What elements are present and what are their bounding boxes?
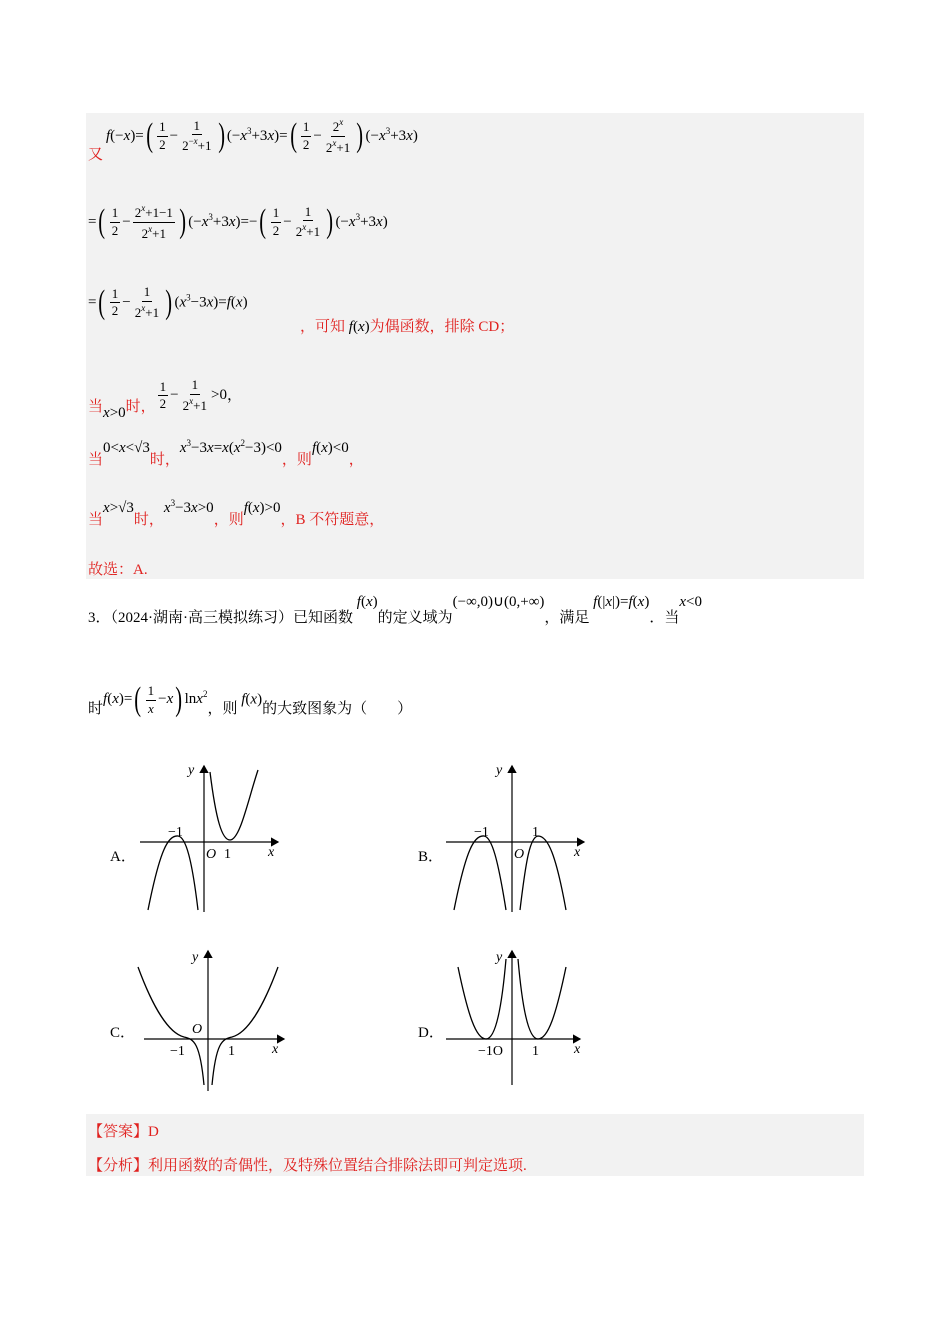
graph-a-x-label: x [268,845,275,860]
line5-mid: 时， [149,452,180,468]
graph-d-one: 1 [532,1044,539,1059]
line6-cond: x>√3 [103,500,134,516]
question-number: 3． [88,610,111,626]
q-condition: f(|x|)=f(x) [593,594,650,610]
graph-b-curve-right [520,836,566,910]
graph-b-x-label: x [574,845,581,860]
line5-cond: 0<x<√3 [103,440,150,456]
graph-d-neg1-origin: −1O [478,1044,504,1059]
analysis-label: 【分析】 [88,1158,149,1174]
question-source: （2024·湖南·高三模拟练习）已知函数 [110,610,354,626]
solution-line6 [88,496,385,528]
graph-d-curve-right [518,959,566,1039]
solution-line5 [88,436,364,468]
line6-fx: f(x)>0 [243,500,281,516]
line3-text-a: ，可知 [300,319,346,335]
question-line2 [88,683,412,717]
solution-line4 [88,377,242,422]
option-a-label[interactable]: A． [110,849,136,865]
line4-formula: $\frac{1}{2}$ − $\frac{1}{2^x+1}$ >0 [159,377,227,413]
line5-fx: f(x)<0 [311,440,349,456]
solution-line1-prefix: 又 [88,147,104,163]
line6-mid2: ，则 [213,512,244,528]
analysis-line [88,1154,527,1175]
line5-end: ， [348,452,364,468]
q-def-formula: f(x)=( $\frac{1}{x}$ −x) lnx$^2$ [103,681,208,718]
q-fx2: f(x) [241,691,263,708]
graph-b-neg1: −1 [474,825,489,840]
question-t5: ，则 [207,701,238,718]
answer-label: 【答案】 [88,1124,149,1140]
question-line1 [88,590,702,626]
graph-a-one: 1 [224,847,231,862]
graph-a-curve-left [148,836,198,910]
graph-b-curve-left [454,836,506,910]
line4-mid: 时， [125,399,156,416]
line6-mid: 时， [133,512,164,528]
question-t4: 时 [88,701,104,718]
graph-d-curve-left [458,959,506,1039]
graph-a-neg1: −1 [168,825,183,840]
graph-d-y-label: y [496,950,503,965]
graph-d[interactable] [440,945,590,1095]
option-c-label[interactable]: C． [110,1025,136,1041]
graph-b[interactable] [444,760,594,920]
line6-formula: $x^3-3x>0$ [163,498,214,516]
graph-a-origin: O [206,847,217,862]
graph-b-one: 1 [532,825,539,840]
line6-end: ，B 不符题意， [280,512,385,528]
q-fx1: f(x) [356,594,378,610]
line5-formula: $x^3-3x=x(x^2-3)<0$ [179,438,282,456]
option-b-label[interactable]: B． [418,849,444,865]
graph-d-x-label: x [574,1042,581,1057]
graph-a-y-label: y [188,763,195,778]
graph-b-y-label: y [496,763,503,778]
line3-text-b: 为偶函数，排除 CD； [369,319,515,335]
answer-value: D [148,1124,159,1140]
graph-c-origin: O [192,1022,203,1037]
solution-line2-formula: =( $\frac{1}{2}$ − $\frac{2^x+1-1}{2^x+1}$ ) $(-x^3+3x)=-$( $\frac{1}{2}$ − $\frac{1}{2^x+1}$ ) $(-x^3+3x)$ [88,203,388,241]
q-domain: (−∞,0)∪(0,+∞) [452,594,545,610]
line4-cond: x>0 [103,405,126,422]
graph-c-x-label: x [272,1042,279,1057]
line3-fx: f(x) [348,319,370,335]
line4-prefix: 当 [88,399,104,416]
graph-c-neg1: −1 [170,1044,185,1059]
graph-c[interactable] [134,945,294,1095]
solution-line3-formula: =( $\frac{1}{2}$ − $\frac{1}{2^x+1}$ ) $(x^3-3x)=f(x)$ [88,283,248,321]
q-x-neg: x<0 [679,594,702,610]
line5-prefix: 当 [88,452,104,468]
line4-end: ， [226,387,242,404]
graph-a[interactable] [138,760,288,920]
question-t1: 的定义域为 [377,610,453,626]
line5-mid2: ，则 [281,452,312,468]
solution-conclusion: 故选：A. [88,562,148,578]
question-t3: ．当 [649,610,680,626]
graph-c-one: 1 [228,1044,235,1059]
line6-prefix: 当 [88,512,104,528]
question-t2: ，满足 [544,610,590,626]
graph-a-curve-right [210,770,258,840]
graph-c-y-label: y [192,950,199,965]
question-t6: 的大致图象为（ ） [262,701,413,718]
option-d-label[interactable]: D． [418,1025,444,1041]
analysis-text: 利用函数的奇偶性，及特殊位置结合排除法即可判定选项. [148,1158,527,1174]
solution-line1-formula: f(−x)=( $\frac{1}{2}$ − $\frac{1}{2^{-x}+1}$ ) $(-x^3+3x)=$( $\frac{1}{2}$ − $\frac{2^x}{2^x+1}$ ) $(-x^3+3x)$ [106,117,418,155]
graph-b-origin: O [514,847,525,862]
solution-line3-text [300,315,514,336]
graph-c-curve-right [212,967,278,1085]
answer-line [88,1120,159,1141]
